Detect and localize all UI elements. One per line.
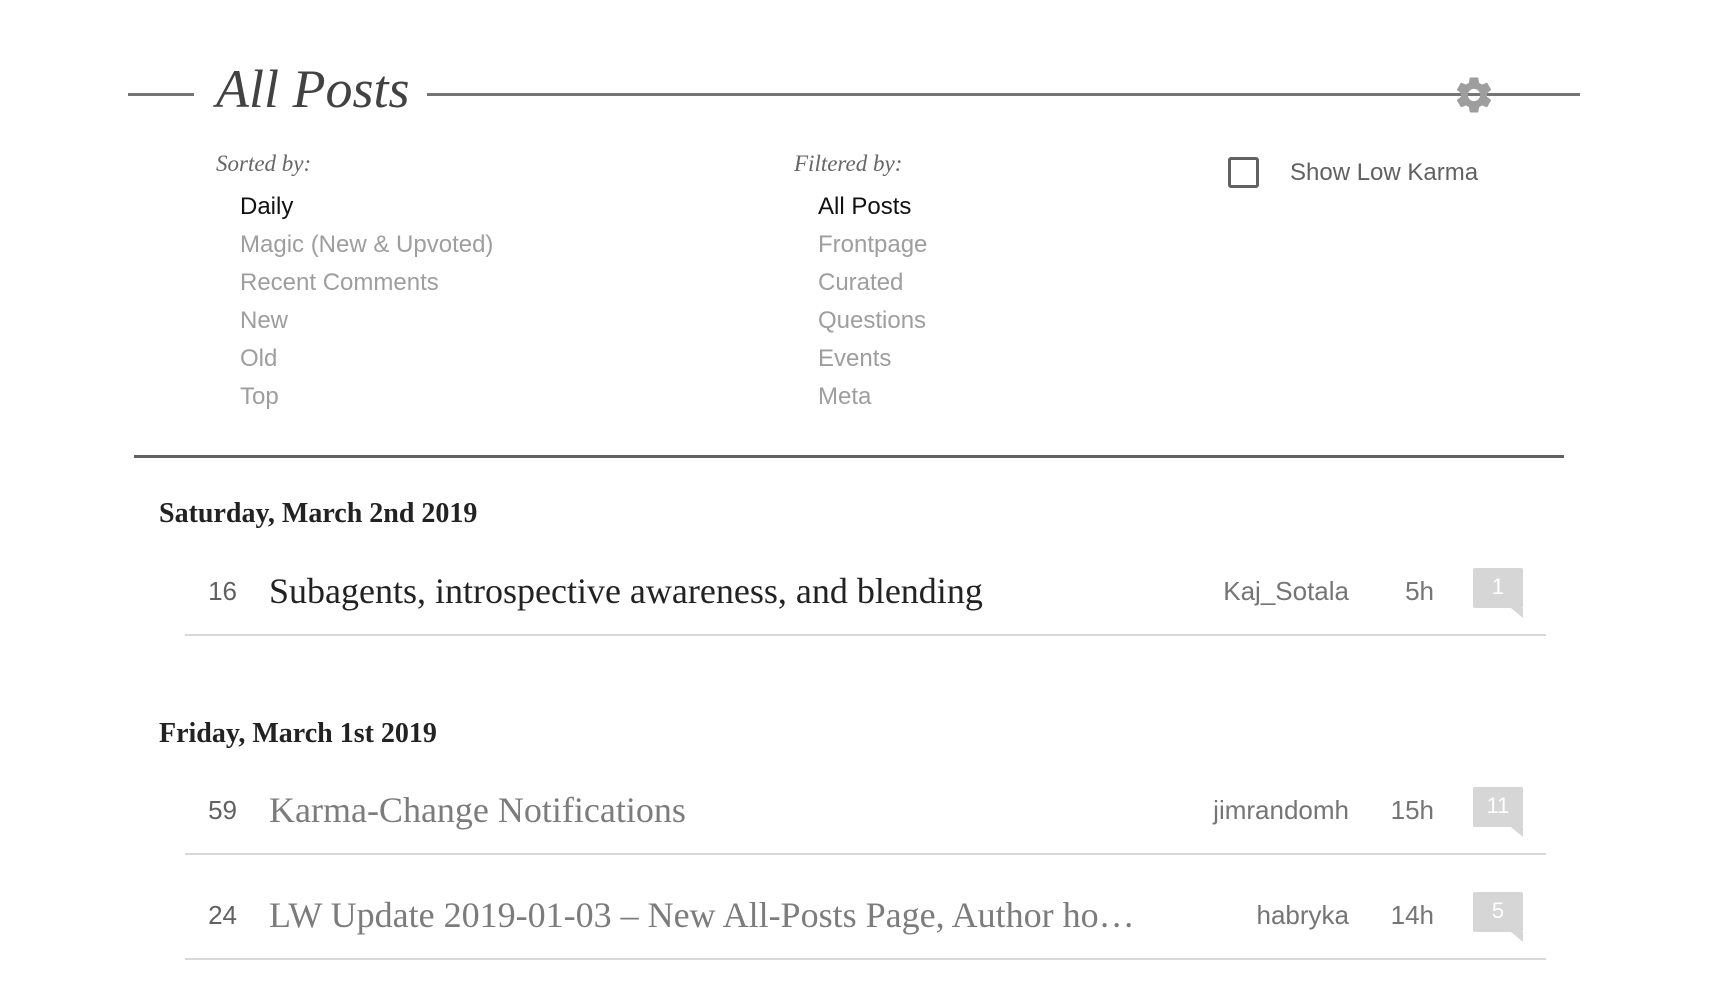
post-row[interactable] — [185, 548, 1546, 636]
post-author-link[interactable]: Kaj_Sotala — [1223, 576, 1349, 606]
comment-count-badge[interactable]: 11 — [1473, 787, 1523, 827]
filter-option-meta[interactable]: Meta — [818, 383, 872, 410]
post-title-link[interactable]: Subagents, introspective awareness, and blending — [269, 571, 983, 611]
sort-option-old[interactable]: Old — [240, 345, 278, 372]
sort-option-magic-new-upvoted[interactable]: Magic (New & Upvoted) — [240, 231, 494, 258]
filter-column — [794, 152, 927, 416]
filter-option-all-posts[interactable]: All Posts — [818, 193, 912, 220]
sort-option-recent-comments[interactable]: Recent Comments — [240, 269, 439, 296]
settings-divider — [134, 455, 1564, 458]
post-title-link[interactable]: LW Update 2019-01-03 – New All-Posts Page, Author ho… — [269, 895, 1135, 935]
sort-option-top[interactable]: Top — [240, 383, 279, 410]
post-row[interactable] — [185, 872, 1546, 960]
post-age: 14h — [1390, 900, 1434, 930]
filter-option-events[interactable]: Events — [818, 345, 892, 372]
filter-label: Filtered by: — [794, 151, 903, 176]
filter-option-frontpage[interactable]: Frontpage — [818, 231, 928, 258]
day-heading-partial — [159, 990, 166, 1002]
header-rule-middle — [427, 93, 1564, 96]
filter-options — [818, 188, 927, 416]
gear-icon[interactable] — [1453, 74, 1495, 116]
post-age: 5h — [1405, 576, 1434, 606]
comment-count-badge[interactable]: 5 — [1473, 892, 1523, 932]
day-heading: Saturday, March 2nd 2019 — [159, 498, 478, 529]
filter-option-curated[interactable]: Curated — [818, 269, 904, 296]
sort-column — [216, 152, 493, 416]
filter-option-questions[interactable]: Questions — [818, 307, 927, 334]
show-low-karma-label: Show Low Karma — [1290, 158, 1479, 186]
comment-count-badge[interactable]: 1 — [1473, 568, 1523, 608]
sort-option-new[interactable]: New — [240, 307, 289, 334]
post-karma-score: 16 — [208, 576, 237, 606]
post-title-link[interactable]: Karma-Change Notifications — [269, 790, 686, 830]
show-low-karma-toggle[interactable] — [1228, 157, 1478, 188]
settings-panel — [216, 152, 1546, 432]
show-low-karma-checkbox[interactable] — [1228, 157, 1259, 188]
post-row[interactable] — [185, 767, 1546, 855]
post-author-link[interactable]: habryka — [1256, 900, 1349, 930]
section-header — [128, 56, 1580, 132]
post-age: 15h — [1390, 795, 1434, 825]
post-karma-score: 59 — [208, 795, 237, 825]
sort-option-daily[interactable]: Daily — [240, 193, 294, 220]
page-title: All Posts — [216, 59, 410, 119]
header-rule-left — [128, 93, 194, 96]
day-heading: Friday, March 1st 2019 — [159, 718, 437, 749]
sort-label: Sorted by: — [216, 151, 312, 176]
post-author-link[interactable]: jimrandomh — [1213, 795, 1349, 825]
header-rule-right — [1515, 93, 1580, 96]
sort-options — [240, 188, 493, 416]
post-karma-score: 24 — [208, 900, 237, 930]
